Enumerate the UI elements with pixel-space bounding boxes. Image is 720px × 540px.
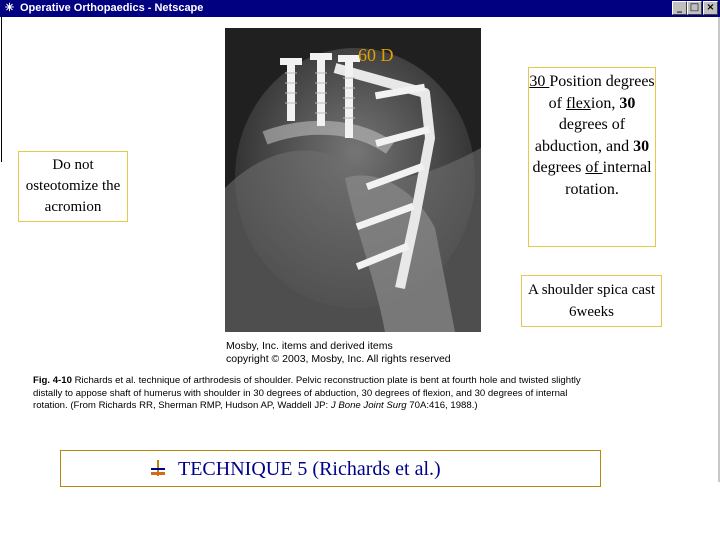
window-title-bar[interactable] <box>0 0 720 17</box>
position-note-part: of <box>585 159 603 176</box>
xray-shoulder-fixation <box>225 28 481 332</box>
position-note-part: flex <box>566 94 591 112</box>
position-note-part: ion, <box>590 94 620 112</box>
position-note-part: degrees <box>532 159 586 176</box>
figure-caption <box>33 375 673 413</box>
maximize-button[interactable]: □ <box>687 1 702 15</box>
window-title: Operative Orthopaedics - Netscape <box>20 2 204 14</box>
minimize-button[interactable]: _ <box>672 1 687 15</box>
journal-citation: J Bone Joint Surg <box>330 400 407 411</box>
figure-caption-text: Richards et al. technique of arthrodesis of shoulder. Pelvic reconstruction plate is bent at fourth hole and twisted slightly <box>71 375 581 386</box>
close-button[interactable]: × <box>703 1 718 15</box>
acromion-note: Do not osteotomize the acromion <box>18 151 128 222</box>
technique-title: TECHNIQUE 5 (Richards et al.) <box>178 458 441 480</box>
figure-caption-text: 70A:416, 1988.) <box>406 400 478 411</box>
frame-divider <box>1 17 2 162</box>
position-note-part: 30 <box>529 73 550 90</box>
figure-caption-text: rotation. (From Richards RR, Sherman RMP, Hudson AP, Waddell JP: <box>33 400 331 411</box>
spica-cast-note: A shoulder spica cast 6weeks <box>521 275 662 327</box>
position-note-part: internal rotation. <box>565 159 652 198</box>
netscape-icon: ✳ <box>4 2 15 14</box>
copyright-notice <box>226 340 482 366</box>
position-note-part: Position degrees of <box>548 73 655 112</box>
position-note-part: 30 <box>633 137 650 155</box>
figure-caption-text: distally to appose shaft of humerus with shoulder in 30 degrees of abduction, 30 degrees of flexion, and 30 degrees of internal <box>33 387 568 399</box>
angle-label: 60 D <box>358 45 394 65</box>
position-note <box>528 67 656 247</box>
xray-image <box>225 28 481 332</box>
copyright-line: Mosby, Inc. items and derived items <box>226 340 393 352</box>
position-note-part: 30 <box>619 94 636 112</box>
position-note-part: degrees of abduction, and <box>534 116 634 155</box>
copyright-line: copyright © 2003, Mosby, Inc. All rights reserved <box>226 353 451 365</box>
figure-label: Fig. 4-10 <box>33 375 72 386</box>
bullet-icon <box>149 459 167 477</box>
technique-banner <box>60 450 601 487</box>
